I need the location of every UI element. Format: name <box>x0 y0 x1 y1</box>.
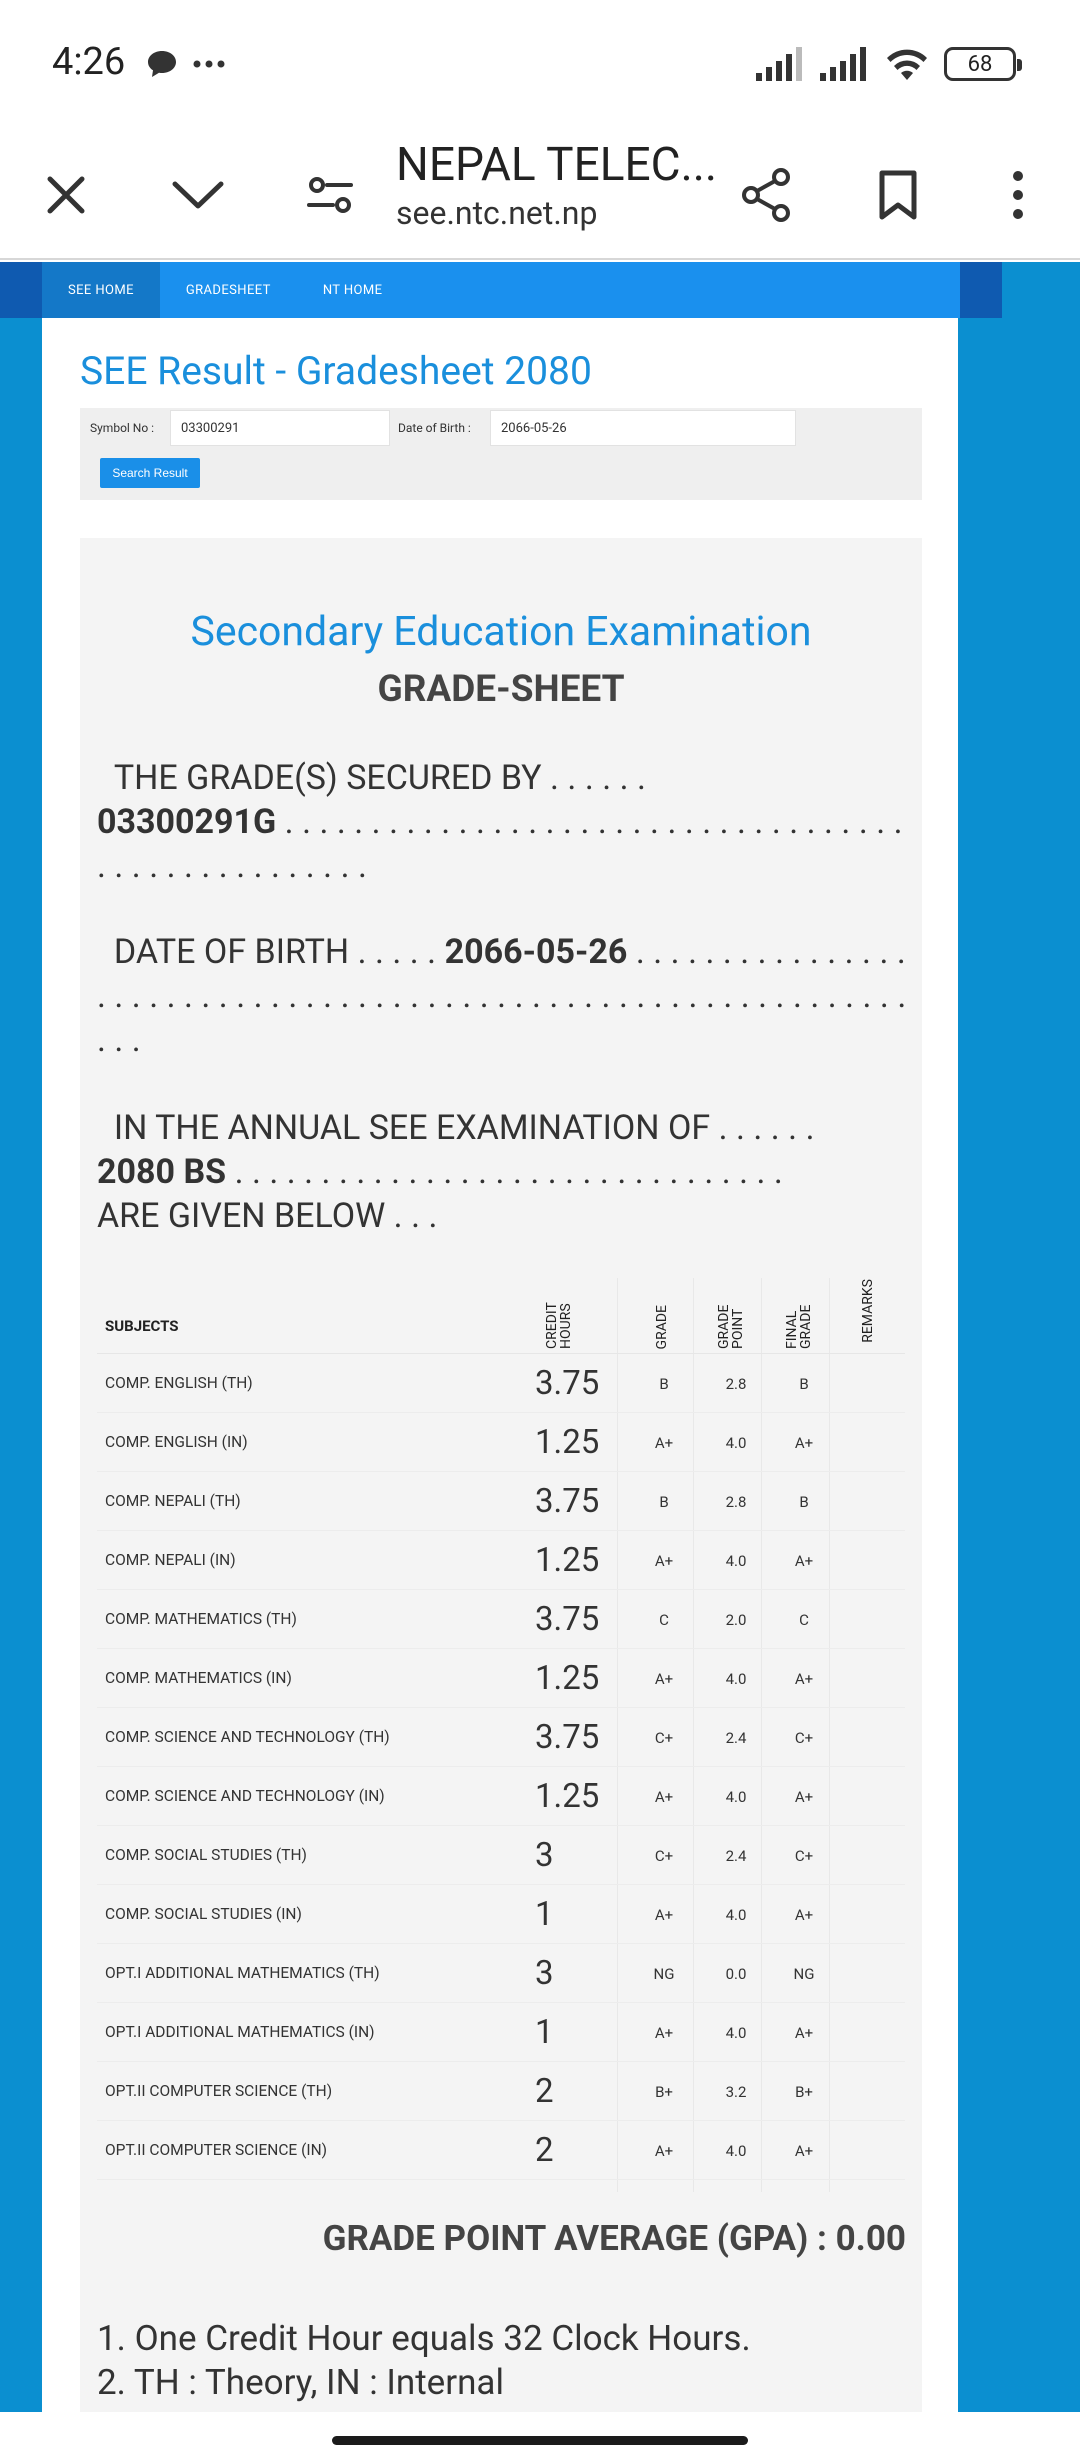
credit-hours-cell: 1 <box>535 2013 554 2052</box>
site-settings-icon[interactable] <box>300 165 360 225</box>
grade-point-cell: 2.4 <box>725 1847 747 1865</box>
dob-dots: . . . . . . . . . . . . . . . . . . . . . . . . . . . . . . . . . . . . . . . . . . . . . . . . . . . . . . . . . . . . . . . . . . <box>97 932 907 1060</box>
note-credit-hour: 1. One Credit Hour equals 32 Clock Hours. <box>97 2318 751 2359</box>
grade-cell: A+ <box>654 2142 674 2160</box>
subject-cell: OPT.II COMPUTER SCIENCE (IN) <box>105 2141 328 2159</box>
subject-cell: COMP. NEPALI (TH) <box>105 1492 241 1510</box>
credit-hours-cell: 1.25 <box>535 1423 600 1462</box>
grade-point-cell: 0.0 <box>725 1965 747 1983</box>
dob-input[interactable]: 2066-05-26 <box>490 410 796 446</box>
symbol-label: Symbol No : <box>90 421 155 435</box>
grade-cell: A+ <box>654 1434 674 1452</box>
credit-hours-cell: 3.75 <box>535 1600 600 1639</box>
url-display[interactable]: see.ntc.net.np <box>396 194 598 232</box>
grade-cell: C+ <box>654 1847 674 1865</box>
subject-cell: COMP. MATHEMATICS (TH) <box>105 1610 297 1628</box>
subject-cell: OPT.II COMPUTER SCIENCE (TH) <box>105 2082 333 2100</box>
grade-point-cell: 2.8 <box>725 1493 747 1511</box>
table-row <box>97 2062 905 2121</box>
grade-sheet <box>80 538 922 2412</box>
close-icon[interactable] <box>36 165 96 225</box>
site-navigation <box>0 262 1002 318</box>
subject-cell: COMP. ENGLISH (IN) <box>105 1433 248 1451</box>
nav-edge <box>0 262 42 318</box>
subject-cell: COMP. SCIENCE AND TECHNOLOGY (IN) <box>105 1787 385 1805</box>
exam-paragraph <box>97 1106 907 1238</box>
subject-cell: COMP. SOCIAL STUDIES (IN) <box>105 1905 302 1923</box>
header-remarks: REMARKS <box>860 1279 876 1343</box>
grade-point-cell: 4.0 <box>725 1552 747 1570</box>
subject-cell: OPT.I ADDITIONAL MATHEMATICS (TH) <box>105 1964 380 1982</box>
more-dots-icon <box>192 59 226 69</box>
table-row <box>97 1354 905 1413</box>
dob-value: 2066-05-26 <box>444 932 628 972</box>
table-header <box>97 1278 905 1354</box>
final-grade-cell: C+ <box>794 1847 814 1865</box>
grade-point-cell: 4.0 <box>725 1906 747 1924</box>
battery-level: 68 <box>967 51 993 77</box>
grade-point-cell: 2.4 <box>725 1729 747 1747</box>
subject-cell: COMP. SCIENCE AND TECHNOLOGY (TH) <box>105 1728 390 1746</box>
secured-by-paragraph <box>97 756 907 888</box>
credit-hours-cell: 3.75 <box>535 1364 600 1403</box>
final-grade-cell: A+ <box>794 1670 814 1688</box>
status-right-icons <box>756 40 1016 88</box>
signal-icon <box>756 47 806 81</box>
grade-point-cell: 4.0 <box>725 1670 747 1688</box>
bookmark-icon[interactable] <box>868 165 928 225</box>
wifi-icon <box>884 46 930 82</box>
final-grade-cell: C+ <box>794 1729 814 1747</box>
grade-cell: A+ <box>654 1788 674 1806</box>
exam-year: 2080 BS <box>97 1152 227 1192</box>
grade-point-cell: 4.0 <box>725 2142 747 2160</box>
grade-cell: A+ <box>654 1906 674 1924</box>
secured-label: THE GRADE(S) SECURED BY . . . . . . <box>113 758 646 798</box>
credit-hours-cell: 3.75 <box>535 1718 600 1757</box>
credit-hours-cell: 1.25 <box>535 1777 600 1816</box>
table-row <box>97 1472 905 1531</box>
final-grade-cell: A+ <box>794 1906 814 1924</box>
subject-cell: COMP. SOCIAL STUDIES (TH) <box>105 1846 307 1864</box>
status-bar <box>0 0 1080 130</box>
grade-cell: A+ <box>654 1552 674 1570</box>
header-grade-point: GRADE POINT <box>716 1304 746 1349</box>
nav-edge-right <box>960 262 1002 318</box>
final-grade-cell: A+ <box>794 2142 814 2160</box>
dob-paragraph <box>97 930 907 1062</box>
credit-hours-cell: 1 <box>535 1895 554 1934</box>
final-grade-cell: A+ <box>794 1552 814 1570</box>
grade-cell: C+ <box>654 1729 674 1747</box>
final-grade-cell: A+ <box>794 1434 814 1452</box>
subject-cell: COMP. NEPALI (IN) <box>105 1551 236 1569</box>
grade-point-cell: 4.0 <box>725 2024 747 2042</box>
overflow-menu-icon[interactable] <box>988 165 1048 225</box>
table-row <box>97 1826 905 1885</box>
grade-point-cell: 4.0 <box>725 1788 747 1806</box>
grade-cell: B <box>659 1493 669 1511</box>
secured-dots: . . . . . . . . . . . . . . . . . . . . . . . . . . . . . . . . . . . . . . . . . . . . . . . . . . . . <box>97 802 903 886</box>
exam-tail: ARE GIVEN BELOW . . . <box>97 1196 438 1236</box>
subject-cell: OPT.I ADDITIONAL MATHEMATICS (IN) <box>105 2023 375 2041</box>
signal-icon-2 <box>820 47 870 81</box>
subject-cell: COMP. ENGLISH (TH) <box>105 1374 253 1392</box>
credit-hours-cell: 3.75 <box>535 1482 600 1521</box>
final-grade-cell: A+ <box>794 2024 814 2042</box>
header-subjects: SUBJECTS <box>105 1317 179 1335</box>
grade-cell: B <box>659 1375 669 1393</box>
search-result-button[interactable]: Search Result <box>100 458 200 488</box>
header-final-grade: FINAL GRADE <box>784 1304 814 1349</box>
credit-hours-cell: 3 <box>535 1954 554 1993</box>
sheet-subtitle: GRADE-SHEET <box>377 668 625 711</box>
web-page <box>0 262 1080 2412</box>
credit-hours-cell: 1.25 <box>535 1659 600 1698</box>
dob-label: Date of Birth : <box>398 421 471 435</box>
table-row <box>97 1590 905 1649</box>
grade-cell: A+ <box>654 1670 674 1688</box>
dob-text-label: DATE OF BIRTH . . . . . <box>113 932 437 972</box>
grade-cell: B+ <box>655 2083 673 2101</box>
gesture-handle[interactable] <box>332 2436 748 2445</box>
grades-table <box>97 1278 905 2180</box>
final-grade-cell: NG <box>793 1965 815 1983</box>
page-heading: SEE Result - Gradesheet 2080 <box>80 348 592 394</box>
table-row <box>97 1649 905 1708</box>
grade-point-cell: 2.0 <box>725 1611 747 1629</box>
table-row <box>97 2121 905 2180</box>
final-grade-cell: B <box>799 1493 809 1511</box>
nav-gradesheet[interactable]: GRADESHEET <box>185 282 271 298</box>
table-body <box>97 1354 905 2180</box>
search-form <box>80 408 922 500</box>
credit-hours-cell: 3 <box>535 1836 554 1875</box>
header-grade: GRADE <box>654 1304 670 1349</box>
browser-toolbar <box>0 130 1080 260</box>
table-row <box>97 2003 905 2062</box>
status-left-icons <box>146 44 226 84</box>
grade-point-cell: 2.8 <box>725 1375 747 1393</box>
grade-cell: NG <box>653 1965 675 1983</box>
header-credit-hours: CREDIT HOURS <box>544 1302 574 1349</box>
table-row <box>97 1885 905 1944</box>
battery-icon <box>944 47 1016 81</box>
credit-hours-cell: 2 <box>535 2072 554 2111</box>
nav-see-home[interactable]: SEE HOME <box>42 262 160 318</box>
table-row <box>97 1708 905 1767</box>
table-row <box>97 1413 905 1472</box>
exam-dots: . . . . . . . . . . . . . . . . . . . . . . . . . . . . . . . . <box>234 1152 783 1192</box>
table-row <box>97 1944 905 2003</box>
final-grade-cell: C <box>799 1611 809 1629</box>
gpa-value: GRADE POINT AVERAGE (GPA) : 0.00 <box>322 2218 906 2259</box>
grade-point-cell: 4.0 <box>725 1434 747 1452</box>
table-row <box>97 1767 905 1826</box>
share-icon[interactable] <box>736 165 796 225</box>
credit-hours-cell: 1.25 <box>535 1541 600 1580</box>
final-grade-cell: B <box>799 1375 809 1393</box>
symbol-value: 03300291G <box>97 802 277 842</box>
note-abbreviations: 2. TH : Theory, IN : Internal <box>97 2362 504 2403</box>
grade-point-cell: 3.2 <box>725 2083 747 2101</box>
credit-hours-cell: 2 <box>535 2131 554 2170</box>
chat-bubble-icon <box>146 49 178 79</box>
symbol-input[interactable]: 03300291 <box>170 410 390 446</box>
table-row <box>97 1531 905 1590</box>
exam-label: IN THE ANNUAL SEE EXAMINATION OF . . . . . . <box>113 1108 815 1148</box>
sheet-title: Secondary Education Examination <box>190 608 812 656</box>
grade-cell: A+ <box>654 2024 674 2042</box>
nav-nt-home[interactable]: NT HOME <box>322 282 383 298</box>
chevron-down-icon[interactable] <box>168 165 228 225</box>
final-grade-cell: B+ <box>795 2083 813 2101</box>
final-grade-cell: A+ <box>794 1788 814 1806</box>
status-time: 4:26 <box>52 40 126 84</box>
subject-cell: COMP. MATHEMATICS (IN) <box>105 1669 292 1687</box>
page-title: NEPAL TELEC... <box>396 138 718 192</box>
grade-cell: C <box>659 1611 669 1629</box>
